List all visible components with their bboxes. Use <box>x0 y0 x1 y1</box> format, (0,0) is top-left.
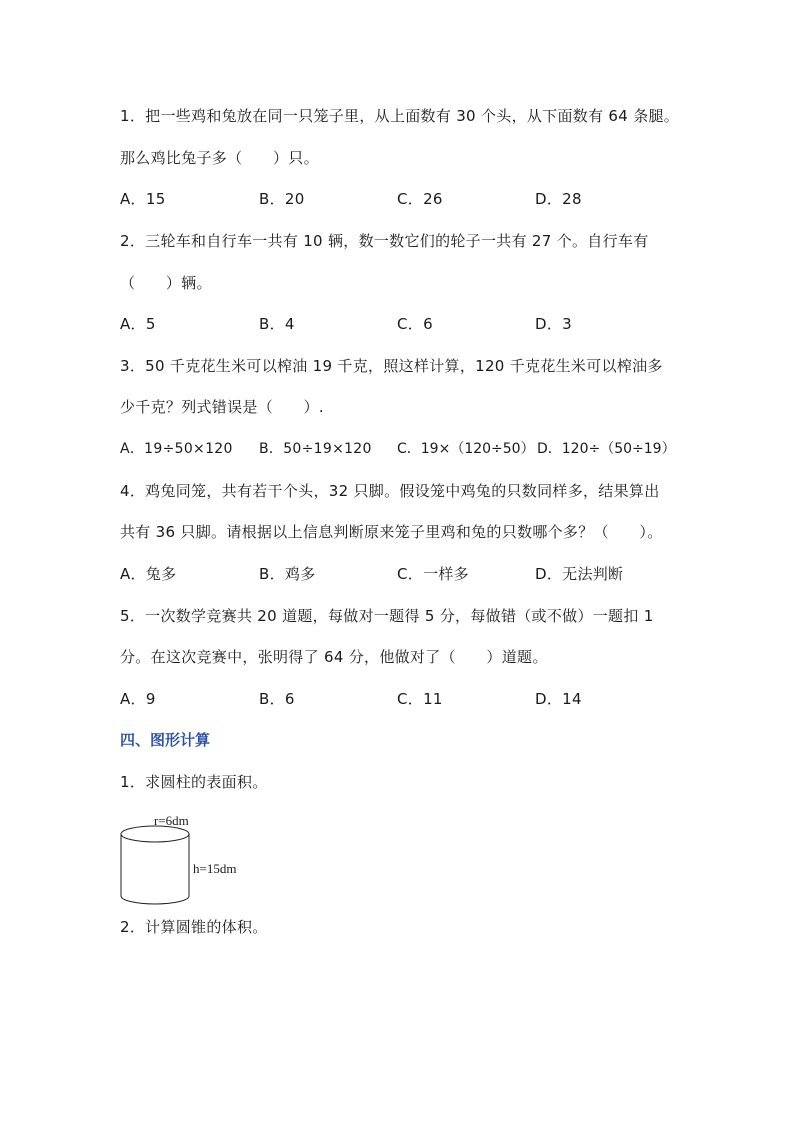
question-5-option-d: D．14 <box>535 690 582 708</box>
question-5-line-2: 分。在这次竞赛中，张明得了 64 分，他做对了（ ）道题。 <box>120 648 548 666</box>
cylinder-figure <box>112 810 262 910</box>
cylinder-shape <box>121 826 189 904</box>
height-label: h=15dm <box>193 861 237 876</box>
question-3-option-c: C．19×（120÷50） <box>397 441 535 457</box>
question-3-option-d: D．120÷（50÷19） <box>537 441 676 457</box>
question-1-option-d: D．28 <box>535 190 582 208</box>
question-5-option-c: C．11 <box>397 690 443 708</box>
question-2-option-d: D．3 <box>535 315 572 333</box>
question-4-line-1: 4．鸡兔同笼，共有若干个头，32 只脚。假设笼中鸡兔的只数同样多，结果算出 <box>120 482 660 500</box>
question-5-option-b: B．6 <box>259 690 295 708</box>
question-2-option-b: B．4 <box>259 315 295 333</box>
question-1-option-a: A．15 <box>120 190 166 208</box>
question-5-line-1: 5．一次数学竞赛共 20 道题，每做对一题得 5 分，每做错（或不做）一题扣 1 <box>120 607 654 625</box>
section-item-1: 1．求圆柱的表面积。 <box>120 773 268 791</box>
question-4-option-a: A．兔多 <box>120 565 177 583</box>
question-4-option-c: C．一样多 <box>397 565 469 583</box>
question-1-line-1: 1．把一些鸡和兔放在同一只笼子里，从上面数有 30 个头，从下面数有 64 条腿。 <box>120 107 680 125</box>
question-1-line-2: 那么鸡比兔子多（ ）只。 <box>120 149 319 167</box>
question-3-line-2: 少千克？列式错误是（ ）. <box>120 398 324 416</box>
question-3-option-b: B．50÷19×120 <box>259 441 372 457</box>
question-2-line-1: 2．三轮车和自行车一共有 10 辆，数一数它们的轮子一共有 27 个。自行车有 <box>120 232 649 250</box>
question-1-option-c: C．26 <box>397 190 443 208</box>
radius-label: r=6dm <box>154 813 189 828</box>
question-1-option-b: B．20 <box>259 190 305 208</box>
section-item-2: 2．计算圆锥的体积。 <box>120 918 268 936</box>
question-4-line-2: 共有 36 只脚。请根据以上信息判断原来笼子里鸡和兔的只数哪个多？（ ）。 <box>120 523 663 541</box>
section-title: 四、图形计算 <box>120 731 211 749</box>
question-3-option-a: A．19÷50×120 <box>120 441 233 457</box>
question-4-option-d: D．无法判断 <box>535 565 624 583</box>
question-3-line-1: 3．50 千克花生米可以榨油 19 千克，照这样计算，120 千克花生米可以榨油多 <box>120 357 663 375</box>
question-5-option-a: A．9 <box>120 690 156 708</box>
question-2-option-c: C．6 <box>397 315 433 333</box>
question-4-option-b: B．鸡多 <box>259 565 316 583</box>
question-2-line-2: （ ）辆。 <box>120 274 212 292</box>
question-2-option-a: A．5 <box>120 315 156 333</box>
